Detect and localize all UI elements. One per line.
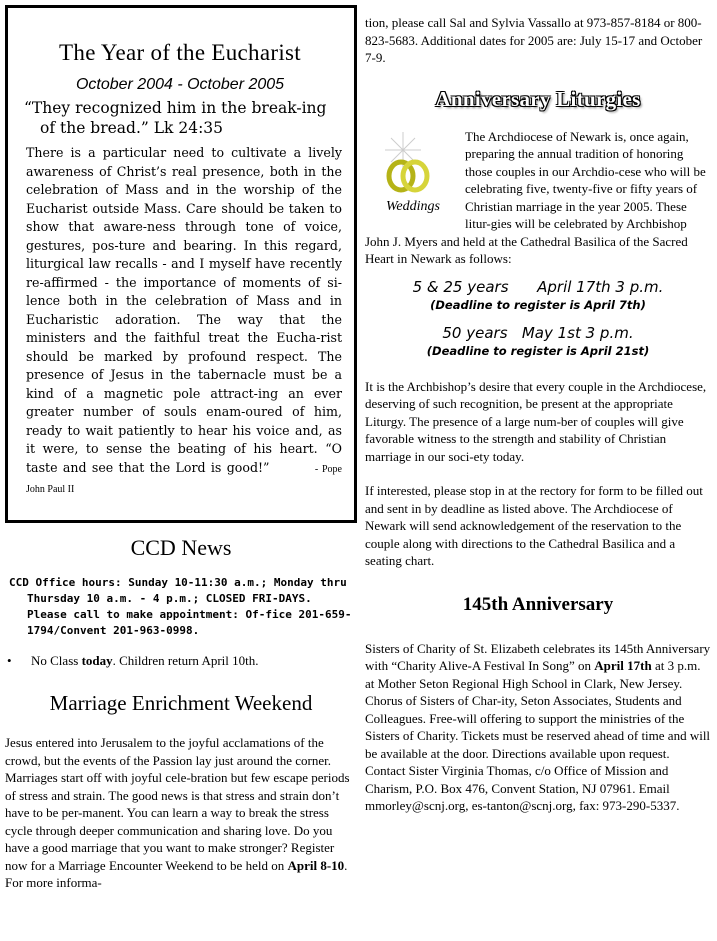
sisters-text: Sisters of Charity of St. Elizabeth celebrates its 145th Anniversary with “Charity Alive-A Festival In Song” on April 17th at 3 p.m. at Mother Seton Regional High School in Clark, New Jersey. Chorus of Sisters of Char-ity, Seton Associates, Students and Colleagues. Free-will offering to support the ministries of the Sisters of Charity. Tickets must be reserved ahead of time and will be available at the door. Directions available upon request. Contact Sister Virginia Thomas, c/o Office of Mission and Charism, P.O. Box 476, Convent Station, NJ 07961. Email mmorley@scnj.org, es-tanton@scnj.org, fax: 973-290-5337.	[365, 640, 711, 813]
event-50-years: 50 years May 1st 3 p.m.	[442, 323, 634, 342]
anniversary-para-2: It is the Archbishop’s desire that every couple in the Archdiocese, deserving of such recognition, be present at the appropriate Liturgy. The presence of a large num-ber of couples will give favorable witness to the strength and stability of Christian marriage in our soci-ety today.	[365, 378, 707, 464]
right-column	[365, 14, 711, 815]
eucharist-attribution: - Pope John Paul II	[26, 463, 342, 495]
svg-text:Weddings: Weddings	[386, 198, 440, 214]
event-5-25-years: 5 & 25 years April 17th 3 p.m.	[412, 277, 664, 296]
wedding-rings-logo	[365, 128, 463, 220]
marriage-text-continued: tion, please call Sal and Sylvia Vassallo at 973-857-8184 or 800-823-5683. Additional dates for 2005 are: July 15-17 and October 7-9.	[365, 15, 703, 65]
anniversary-para-3: If interested, please stop in at the rectory for form to be filled out and sent in by deadline as listed above. The Archdiocese of Newark will send acknowledgement of the reservation to the couple along with directions to the Cathedral Basilica and a seating chart.	[365, 483, 703, 568]
ccd-title: CCD News	[130, 535, 232, 560]
ccd-bullet	[7, 653, 357, 669]
anniversary-intro: The Archdiocese of Newark is, once again, preparing the annual tradition of honoring those couples in our Archdio-cese who will be celebrating five, twenty-five or fifty years of Christian marriage in the year 2005. These litur-gies will be celebrated by Archbishop John J. Myers and held at the Cathedral Basilica of the Sacred Heart in Newark as follows:	[365, 128, 706, 266]
ccd-bullet-text: No Class today. Children return April 10th.	[31, 653, 259, 668]
eucharist-body	[18, 144, 342, 500]
bullet-icon: •	[7, 653, 12, 668]
eucharist-quote: “They recognized him in the break-ing of the bread.” Lk 24:35	[24, 99, 327, 137]
left-column	[5, 5, 357, 892]
anniversary-title: Anniversary Liturgies	[435, 86, 641, 111]
deadline-5-25-years: (Deadline to register is April 7th)	[430, 297, 646, 312]
anniversary-events	[365, 278, 711, 358]
deadline-50-years: (Deadline to register is April 21st)	[426, 343, 650, 358]
eucharist-dates: October 2004 - October 2005	[75, 76, 285, 93]
anniversary-intro-block	[365, 128, 711, 268]
ccd-hours: CCD Office hours: Sunday 10-11:30 a.m.; Monday thru Thursday 10 a.m. - 4 p.m.; CLOSED FRI-DAYS. Please call to make appointment: Of-fice 201-659-1794/Convent 201-963-0998.	[9, 576, 352, 637]
marriage-text: Jesus entered into Jerusalem to the joyful acclamations of the crowd, but the events of the Passion lay just around the corner. Marriages start off with joyful cele-bration but few escape periods of stress and strain. The good news is that stress and strain don’t have to be per-manent. You can learn a way to break the stress cycle through deeper communication and sharing love. Do you have a good marriage that you want to make stronger? Register now for a Marriage Encounter Weekend to be held on April 8-10. For more informa-	[5, 735, 350, 890]
eucharist-body-text: There is a particular need to cultivate a lively awareness of Christ’s real presence, both in the celebration of Mass and in the worship of the Eucharist outside Mass. Care should be taken to show that aware-ness through tone of voice, gestures, pos-ture and bearing. In this regard, liturgical law recalls - and I myself have recently re-affirmed - the importance of moments of si-lence both in the celebration of Mass and in Eucharistic adoration. The way that the ministers and the faithful treat the Eucha-rist should be marked by profound respect. The presence of Jesus in the tabernacle must be a kind of a magnetic pole attract-ing an ever greater number of souls enam-oured of him, ready to wait patiently to hear his voice and, as it were, to sense the beating of his heart. “O taste and see that the Lord is good!”	[26, 145, 342, 475]
marriage-title: Marriage Enrichment Weekend	[49, 691, 313, 715]
sisters-title: 145th Anniversary	[462, 593, 614, 615]
eucharist-box	[5, 5, 357, 523]
wedding-rings-icon	[365, 128, 463, 220]
eucharist-title: The Year of the Eucharist	[59, 40, 301, 65]
